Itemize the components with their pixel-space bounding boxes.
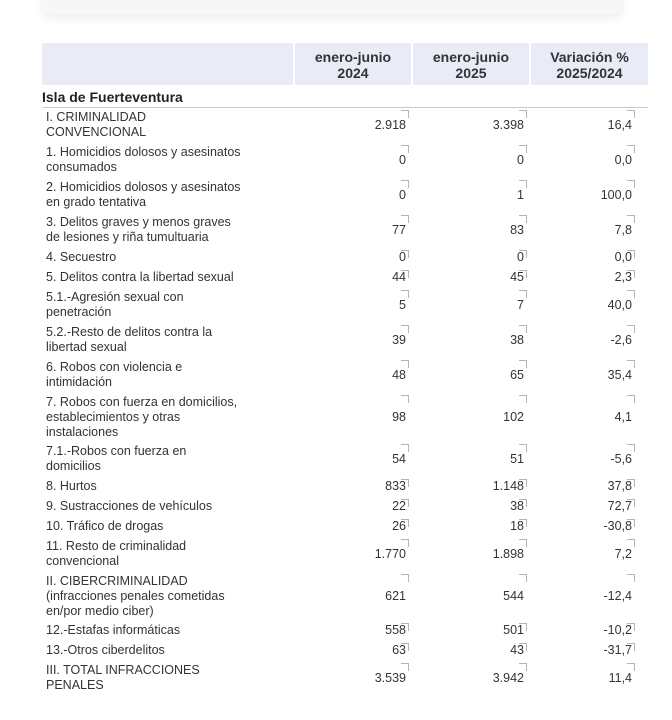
value-2025-cell (412, 288, 530, 323)
table-row (42, 288, 648, 323)
value-2025-cell (412, 537, 530, 572)
cell-corner-mark (627, 539, 635, 547)
value-2024: 3.539 (374, 670, 406, 685)
table-row (42, 268, 648, 288)
table-row (42, 641, 648, 661)
value-2024: 5 (399, 297, 406, 312)
value-variation-cell (530, 213, 648, 248)
cell-corner-mark (627, 499, 635, 507)
row-label-line: intimidación (46, 375, 113, 389)
value-2025: 544 (503, 588, 524, 603)
value-2025-cell (412, 641, 530, 661)
value-2025-cell (412, 572, 530, 621)
cell-corner-mark (627, 145, 635, 153)
value-2025-cell (412, 178, 530, 213)
row-label-line: 7.1.-Robos con fuerza en (46, 444, 187, 458)
value-variation: -12,4 (603, 588, 632, 603)
value-2025-cell (412, 108, 530, 143)
crime-statistics-table-container (42, 43, 648, 696)
cell-corner-mark (401, 180, 409, 188)
row-label-line: CONVENCIONAL (46, 125, 147, 140)
cell-corner-mark (519, 290, 527, 298)
value-variation: 72,7 (607, 499, 632, 513)
row-label-line: III. TOTAL INFRACCIONES (46, 663, 200, 677)
value-2025-cell (412, 323, 530, 358)
cell-corner-mark (519, 215, 527, 223)
cell-corner-mark (627, 180, 635, 188)
value-2024-cell (294, 358, 412, 393)
table-row (42, 108, 648, 143)
cell-corner-mark (401, 663, 409, 671)
row-label (42, 537, 294, 572)
table-row (42, 323, 648, 358)
value-2024-cell (294, 268, 412, 288)
header-2024-line2: 2024 (337, 65, 369, 81)
table-row (42, 497, 648, 517)
value-2025-cell (412, 442, 530, 477)
value-2024-cell (294, 477, 412, 497)
value-variation-cell (530, 248, 648, 268)
value-2025-cell (412, 143, 530, 178)
value-2024: 26 (392, 519, 406, 533)
cell-corner-mark (401, 519, 409, 527)
value-2024-cell (294, 641, 412, 661)
cell-corner-mark (627, 395, 635, 403)
row-label-line: en/por medio ciber) (46, 603, 154, 618)
value-variation-cell (530, 621, 648, 641)
row-label (42, 621, 294, 641)
cell-corner-mark (401, 444, 409, 452)
value-variation-cell (530, 661, 648, 696)
table-row (42, 621, 648, 641)
value-2024: 22 (392, 499, 406, 513)
row-label (42, 143, 294, 178)
row-label-line: 1. Homicidios dolosos y asesinatos (46, 145, 241, 159)
value-2025: 7 (517, 297, 524, 312)
value-variation: 2,3 (614, 270, 632, 284)
header-variation-line1: Variación % (550, 49, 629, 65)
cell-corner-mark (401, 623, 409, 631)
value-2025-cell (412, 268, 530, 288)
header-2025-line2: 2025 (455, 65, 487, 81)
cell-corner-mark (627, 270, 635, 278)
value-2025: 102 (503, 409, 524, 424)
row-label (42, 288, 294, 323)
value-2025: 501 (503, 623, 524, 637)
cell-corner-mark (519, 519, 527, 527)
row-label (42, 268, 294, 288)
value-2024: 0 (399, 250, 406, 264)
cell-corner-mark (401, 215, 409, 223)
header-2024-line1: enero-junio (314, 49, 392, 65)
cell-corner-mark (401, 499, 409, 507)
table-row (42, 477, 648, 497)
value-variation: 0,0 (614, 250, 632, 264)
row-label (42, 248, 294, 268)
row-label (42, 393, 294, 442)
value-2024: 98 (392, 409, 406, 424)
table-row (42, 248, 648, 268)
row-label-line: II. CIBERCRIMINALIDAD (46, 573, 188, 588)
cell-corner-mark (519, 250, 527, 258)
cell-corner-mark (519, 643, 527, 651)
value-variation: 7,2 (614, 546, 632, 561)
value-2025: 38 (510, 332, 524, 347)
row-label-line: 5.1.-Agresión sexual con (46, 290, 184, 304)
value-variation-cell (530, 517, 648, 537)
table-row (42, 213, 648, 248)
header-2025 (412, 43, 530, 85)
cell-corner-mark (627, 110, 635, 118)
cell-corner-mark (401, 290, 409, 298)
row-label-line: libertad sexual (46, 340, 127, 354)
cell-corner-mark (519, 360, 527, 368)
value-variation: -5,6 (610, 451, 632, 466)
table-row (42, 143, 648, 178)
row-label (42, 213, 294, 248)
header-2024 (294, 43, 412, 85)
value-2024-cell (294, 393, 412, 442)
value-variation: 40,0 (607, 297, 632, 312)
value-variation: 35,4 (607, 367, 632, 382)
value-2025-cell (412, 358, 530, 393)
table-row (42, 442, 648, 477)
value-2025-cell (412, 248, 530, 268)
cell-corner-mark (519, 444, 527, 452)
cell-corner-mark (519, 110, 527, 118)
value-2025: 0 (517, 250, 524, 264)
cell-corner-mark (627, 215, 635, 223)
value-2025-cell (412, 393, 530, 442)
value-2025: 43 (510, 643, 524, 657)
row-label-line: en grado tentativa (46, 195, 147, 209)
cell-corner-mark (519, 574, 527, 582)
section-row (42, 85, 648, 108)
header-2025-line1: enero-junio (432, 49, 510, 65)
value-2024: 621 (385, 588, 406, 603)
table-row (42, 393, 648, 442)
table-row (42, 517, 648, 537)
value-2025: 65 (510, 367, 524, 382)
value-2025-cell (412, 497, 530, 517)
value-2024-cell (294, 497, 412, 517)
value-2025: 45 (510, 270, 524, 284)
value-variation: 11,4 (608, 670, 632, 685)
row-label (42, 108, 294, 143)
cell-corner-mark (401, 250, 409, 258)
value-2024: 54 (392, 451, 406, 466)
row-label-line: 5. Delitos contra la libertad sexual (46, 270, 234, 284)
row-label-line: (infracciones penales cometidas (46, 588, 225, 603)
value-2024: 39 (392, 332, 406, 347)
value-variation-cell (530, 537, 648, 572)
row-label-line: instalaciones (46, 424, 119, 439)
row-label-line: 2. Homicidios dolosos y asesinatos (46, 180, 241, 194)
cell-corner-mark (401, 395, 409, 403)
cell-corner-mark (401, 479, 409, 487)
value-2024: 833 (385, 479, 406, 493)
row-label-line: 13.-Otros ciberdelitos (46, 643, 165, 657)
cell-corner-mark (401, 574, 409, 582)
cell-corner-mark (401, 643, 409, 651)
value-variation: 100,0 (600, 187, 632, 202)
value-2024-cell (294, 213, 412, 248)
cell-corner-mark (627, 444, 635, 452)
value-variation: 0,0 (614, 152, 632, 167)
value-variation-cell (530, 572, 648, 621)
table-body (42, 108, 648, 696)
value-2025-cell (412, 661, 530, 696)
value-2024-cell (294, 288, 412, 323)
header-variation (530, 43, 648, 85)
value-variation: -31,7 (603, 643, 632, 657)
value-variation-cell (530, 178, 648, 213)
value-2025: 18 (510, 519, 524, 533)
row-label (42, 572, 294, 621)
row-label (42, 178, 294, 213)
header-blank-cell (42, 43, 294, 85)
row-label (42, 517, 294, 537)
value-variation-cell (530, 323, 648, 358)
value-2024-cell (294, 178, 412, 213)
value-variation-cell (530, 497, 648, 517)
cell-corner-mark (519, 539, 527, 547)
cell-corner-mark (519, 180, 527, 188)
value-2024-cell (294, 661, 412, 696)
table-row (42, 358, 648, 393)
cell-corner-mark (401, 360, 409, 368)
value-2024: 558 (385, 623, 406, 637)
value-variation: -30,8 (603, 519, 632, 533)
row-label-line: 7. Robos con fuerza en domicilios, (46, 394, 238, 409)
cell-corner-mark (519, 623, 527, 631)
row-label-line: 10. Tráfico de drogas (46, 519, 164, 533)
value-variation: -10,2 (603, 623, 632, 637)
value-2024-cell (294, 572, 412, 621)
value-2024-cell (294, 248, 412, 268)
value-2024-cell (294, 537, 412, 572)
crime-statistics-table (42, 43, 648, 696)
top-card-edge (40, 0, 625, 14)
value-2025: 1.148 (492, 479, 524, 493)
row-label-line: 11. Resto de criminalidad (46, 539, 187, 553)
value-variation-cell (530, 288, 648, 323)
cell-corner-mark (519, 270, 527, 278)
value-2024-cell (294, 517, 412, 537)
row-label-line: penetración (46, 305, 112, 319)
value-2025: 1 (517, 187, 524, 202)
value-2025: 3.398 (492, 117, 524, 132)
value-2024: 77 (392, 222, 406, 237)
value-2024: 44 (392, 270, 406, 284)
value-2024: 63 (392, 643, 406, 657)
value-2025-cell (412, 517, 530, 537)
cell-corner-mark (627, 623, 635, 631)
value-2024: 48 (392, 367, 406, 382)
value-2024-cell (294, 108, 412, 143)
value-2024: 0 (399, 152, 406, 167)
value-2024: 1.770 (374, 546, 406, 561)
row-label-line: establecimientos y otras (46, 409, 181, 424)
value-variation: 16,4 (607, 117, 632, 132)
cell-corner-mark (401, 270, 409, 278)
cell-corner-mark (401, 145, 409, 153)
row-label (42, 641, 294, 661)
cell-corner-mark (627, 325, 635, 333)
row-label (42, 477, 294, 497)
cell-corner-mark (519, 395, 527, 403)
table-header (42, 43, 648, 85)
value-variation: 7,8 (614, 222, 632, 237)
value-2025: 1.898 (492, 546, 524, 561)
value-2025-cell (412, 477, 530, 497)
value-2025: 0 (517, 152, 524, 167)
cell-corner-mark (519, 479, 527, 487)
cell-corner-mark (627, 479, 635, 487)
value-2025: 51 (510, 451, 524, 466)
table-row (42, 661, 648, 696)
value-variation-cell (530, 268, 648, 288)
row-label-line: 12.-Estafas informáticas (46, 623, 181, 637)
cell-corner-mark (627, 519, 635, 527)
value-2024-cell (294, 323, 412, 358)
value-2024-cell (294, 621, 412, 641)
section-title: Isla de Fuerteventura (42, 85, 648, 108)
cell-corner-mark (519, 145, 527, 153)
value-variation: 37,8 (607, 479, 632, 493)
value-2024: 2.918 (374, 117, 406, 132)
row-label-line: I. CRIMINALIDAD (46, 110, 147, 125)
row-label-line: 6. Robos con violencia e (46, 360, 183, 374)
cell-corner-mark (627, 250, 635, 258)
row-label-line: convencional (46, 554, 119, 568)
row-label-line: 8. Hurtos (46, 479, 97, 493)
row-label-line: domicilios (46, 459, 101, 473)
value-2025-cell (412, 213, 530, 248)
cell-corner-mark (401, 539, 409, 547)
value-2025: 38 (510, 499, 524, 513)
row-label-line: de lesiones y riña tumultuaria (46, 230, 209, 244)
value-variation-cell (530, 477, 648, 497)
cell-corner-mark (627, 663, 635, 671)
cell-corner-mark (627, 574, 635, 582)
cell-corner-mark (519, 325, 527, 333)
cell-corner-mark (627, 643, 635, 651)
table-row (42, 537, 648, 572)
row-label (42, 358, 294, 393)
row-label-line: 9. Sustracciones de vehículos (46, 499, 213, 513)
table-row (42, 178, 648, 213)
row-label (42, 661, 294, 696)
row-label-line: consumados (46, 160, 117, 174)
cell-corner-mark (627, 290, 635, 298)
value-2024-cell (294, 442, 412, 477)
row-label (42, 442, 294, 477)
row-label-line: 4. Secuestro (46, 250, 117, 264)
cell-corner-mark (519, 499, 527, 507)
value-variation: -2,6 (610, 332, 632, 347)
value-2025-cell (412, 621, 530, 641)
value-variation-cell (530, 143, 648, 178)
value-variation-cell (530, 393, 648, 442)
table-row (42, 572, 648, 621)
value-2025: 83 (510, 222, 524, 237)
value-variation-cell (530, 358, 648, 393)
value-2024: 0 (399, 187, 406, 202)
cell-corner-mark (401, 110, 409, 118)
value-2025: 3.942 (492, 670, 524, 685)
cell-corner-mark (627, 360, 635, 368)
row-label-line: PENALES (46, 678, 104, 692)
header-variation-line2: 2025/2024 (556, 65, 623, 81)
row-label-line: 5.2.-Resto de delitos contra la (46, 325, 213, 339)
row-label-line: 3. Delitos graves y menos graves (46, 215, 231, 229)
cell-corner-mark (401, 325, 409, 333)
row-label (42, 323, 294, 358)
value-2024-cell (294, 143, 412, 178)
value-variation: 4,1 (614, 409, 632, 424)
cell-corner-mark (519, 663, 527, 671)
value-variation-cell (530, 641, 648, 661)
row-label (42, 497, 294, 517)
value-variation-cell (530, 108, 648, 143)
value-variation-cell (530, 442, 648, 477)
